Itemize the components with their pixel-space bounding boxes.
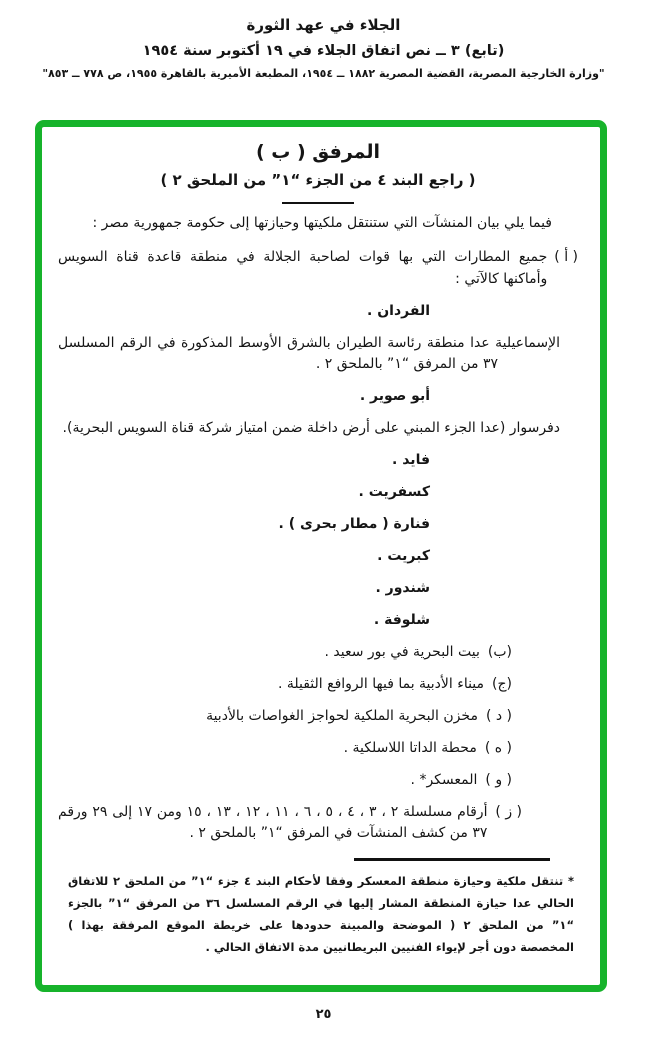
item-text: أرقام مسلسلة ٢ ، ٣ ، ٤ ، ٥ ، ٦ ، ١١ ، ١٢ ، ١٣ ، ١٥ ومن ١٧ إلى ٢٩ ورقم ٣٧ من كشف المنشآت في المرفق “١” بالملحق ٢ .: [58, 804, 488, 841]
list-item-h: [58, 738, 578, 759]
airfield-item: شندور .: [375, 580, 430, 596]
title-divider: [282, 202, 354, 204]
item-text: مخزن البحرية الملكية لحواجز الغواصات بالأدبية: [206, 708, 478, 724]
airfield-item: أبو صوير .: [359, 388, 430, 404]
airfield-item: فنارة ( مطار بحرى ) .: [278, 516, 430, 532]
chapter-subtitle: (تابع) ٣ ــ نص اتفاق الجلاء في ١٩ أكتوبر سنة ١٩٥٤: [142, 43, 505, 59]
item-text: المعسكر* .: [410, 772, 478, 788]
airfield-item: الفردان .: [367, 303, 430, 319]
airfield-item: كبريت .: [377, 548, 430, 564]
item-marker: ( ه ): [484, 740, 512, 756]
airfield-item: كسفريت .: [358, 484, 430, 500]
list-item-z: [58, 802, 578, 844]
airfield-item: شلوفة .: [373, 612, 430, 628]
list-item-w: [58, 770, 578, 791]
item-marker: ( أ ): [554, 249, 578, 265]
green-highlight-frame: [35, 120, 607, 992]
list-item-j: [58, 674, 578, 695]
footnote-divider: [354, 858, 550, 861]
annex-title: المرفق ( ب ): [255, 141, 381, 163]
source-citation: "وزارة الخارجية المصرية، القضية المصرية ١٨٨٢ ــ ١٩٥٤، المطبعة الأميرية بالقاهرة ١٩٥٥، ص ٧٧٨ ــ ٨٥٣": [42, 67, 605, 80]
item-text: محطة الداتا اللاسلكية .: [343, 740, 477, 756]
item-marker: ( ز ): [495, 804, 522, 820]
airfield-item: دفرسوار (عدا الجزء المبني على أرض داخلة ضمن امتياز شركة قناة السويس البحرية).: [62, 420, 560, 436]
item-text: بيت البحرية في بور سعيد .: [324, 644, 480, 660]
page-header: [0, 0, 647, 80]
intro-paragraph: فيما يلي بيان المنشآت التي ستنتقل ملكيتها وحيازتها إلى حكومة جمهورية مصر :: [92, 215, 552, 231]
item-marker: ( د ): [485, 708, 512, 724]
annex-subtitle: ( راجع البند ٤ من الجزء “١” من الملحق ٢ ): [160, 171, 476, 189]
book-title: الجلاء في عهد الثورة: [246, 16, 401, 34]
item-text: جميع المطارات التي بها قوات لصاحبة الجلالة في منطقة قاعدة قناة السويس وأماكنها كالآتي :: [58, 249, 548, 287]
airfield-item: فايد .: [392, 452, 430, 468]
lettered-items: [58, 642, 578, 844]
list-item-b: [58, 642, 578, 663]
item-marker: (ج): [492, 676, 512, 692]
item-marker: (ب): [487, 644, 512, 660]
item-marker: ( و ): [485, 772, 512, 788]
footnote-text: * تنتقل ملكية وحيازة منطقة المعسكر وفقا لأحكام البند ٤ جزء “١” من الملحق ٢ للاتفاق الحالي عدا حيازة المنطقة المشار إليها في الرقم المسلسل ٣٦ من المرفق “١” بالجزء “١” من الملحق ٢ ( الموضحة والمبينة حدودها على خريطة الموقع المرفقة بهذا ) المخصصة دون أجر لإيواء الفنيين البريطانيين مدة الاتفاق الحالي .: [68, 874, 575, 954]
list-item-d: [58, 706, 578, 727]
airfields-list: [58, 301, 578, 631]
item-text: ميناء الأدبية بما فيها الروافع الثقيلة .: [277, 676, 485, 692]
list-item-a: [58, 246, 578, 290]
annex-content: [42, 127, 600, 964]
airfield-item: الإسماعيلية عدا منطقة رئاسة الطيران بالشرق الأوسط المذكورة في الرقم المسلسل ٣٧ من المرفق “١” بالملحق ٢ .: [58, 335, 560, 372]
page-number: ٢٥: [315, 1007, 332, 1022]
